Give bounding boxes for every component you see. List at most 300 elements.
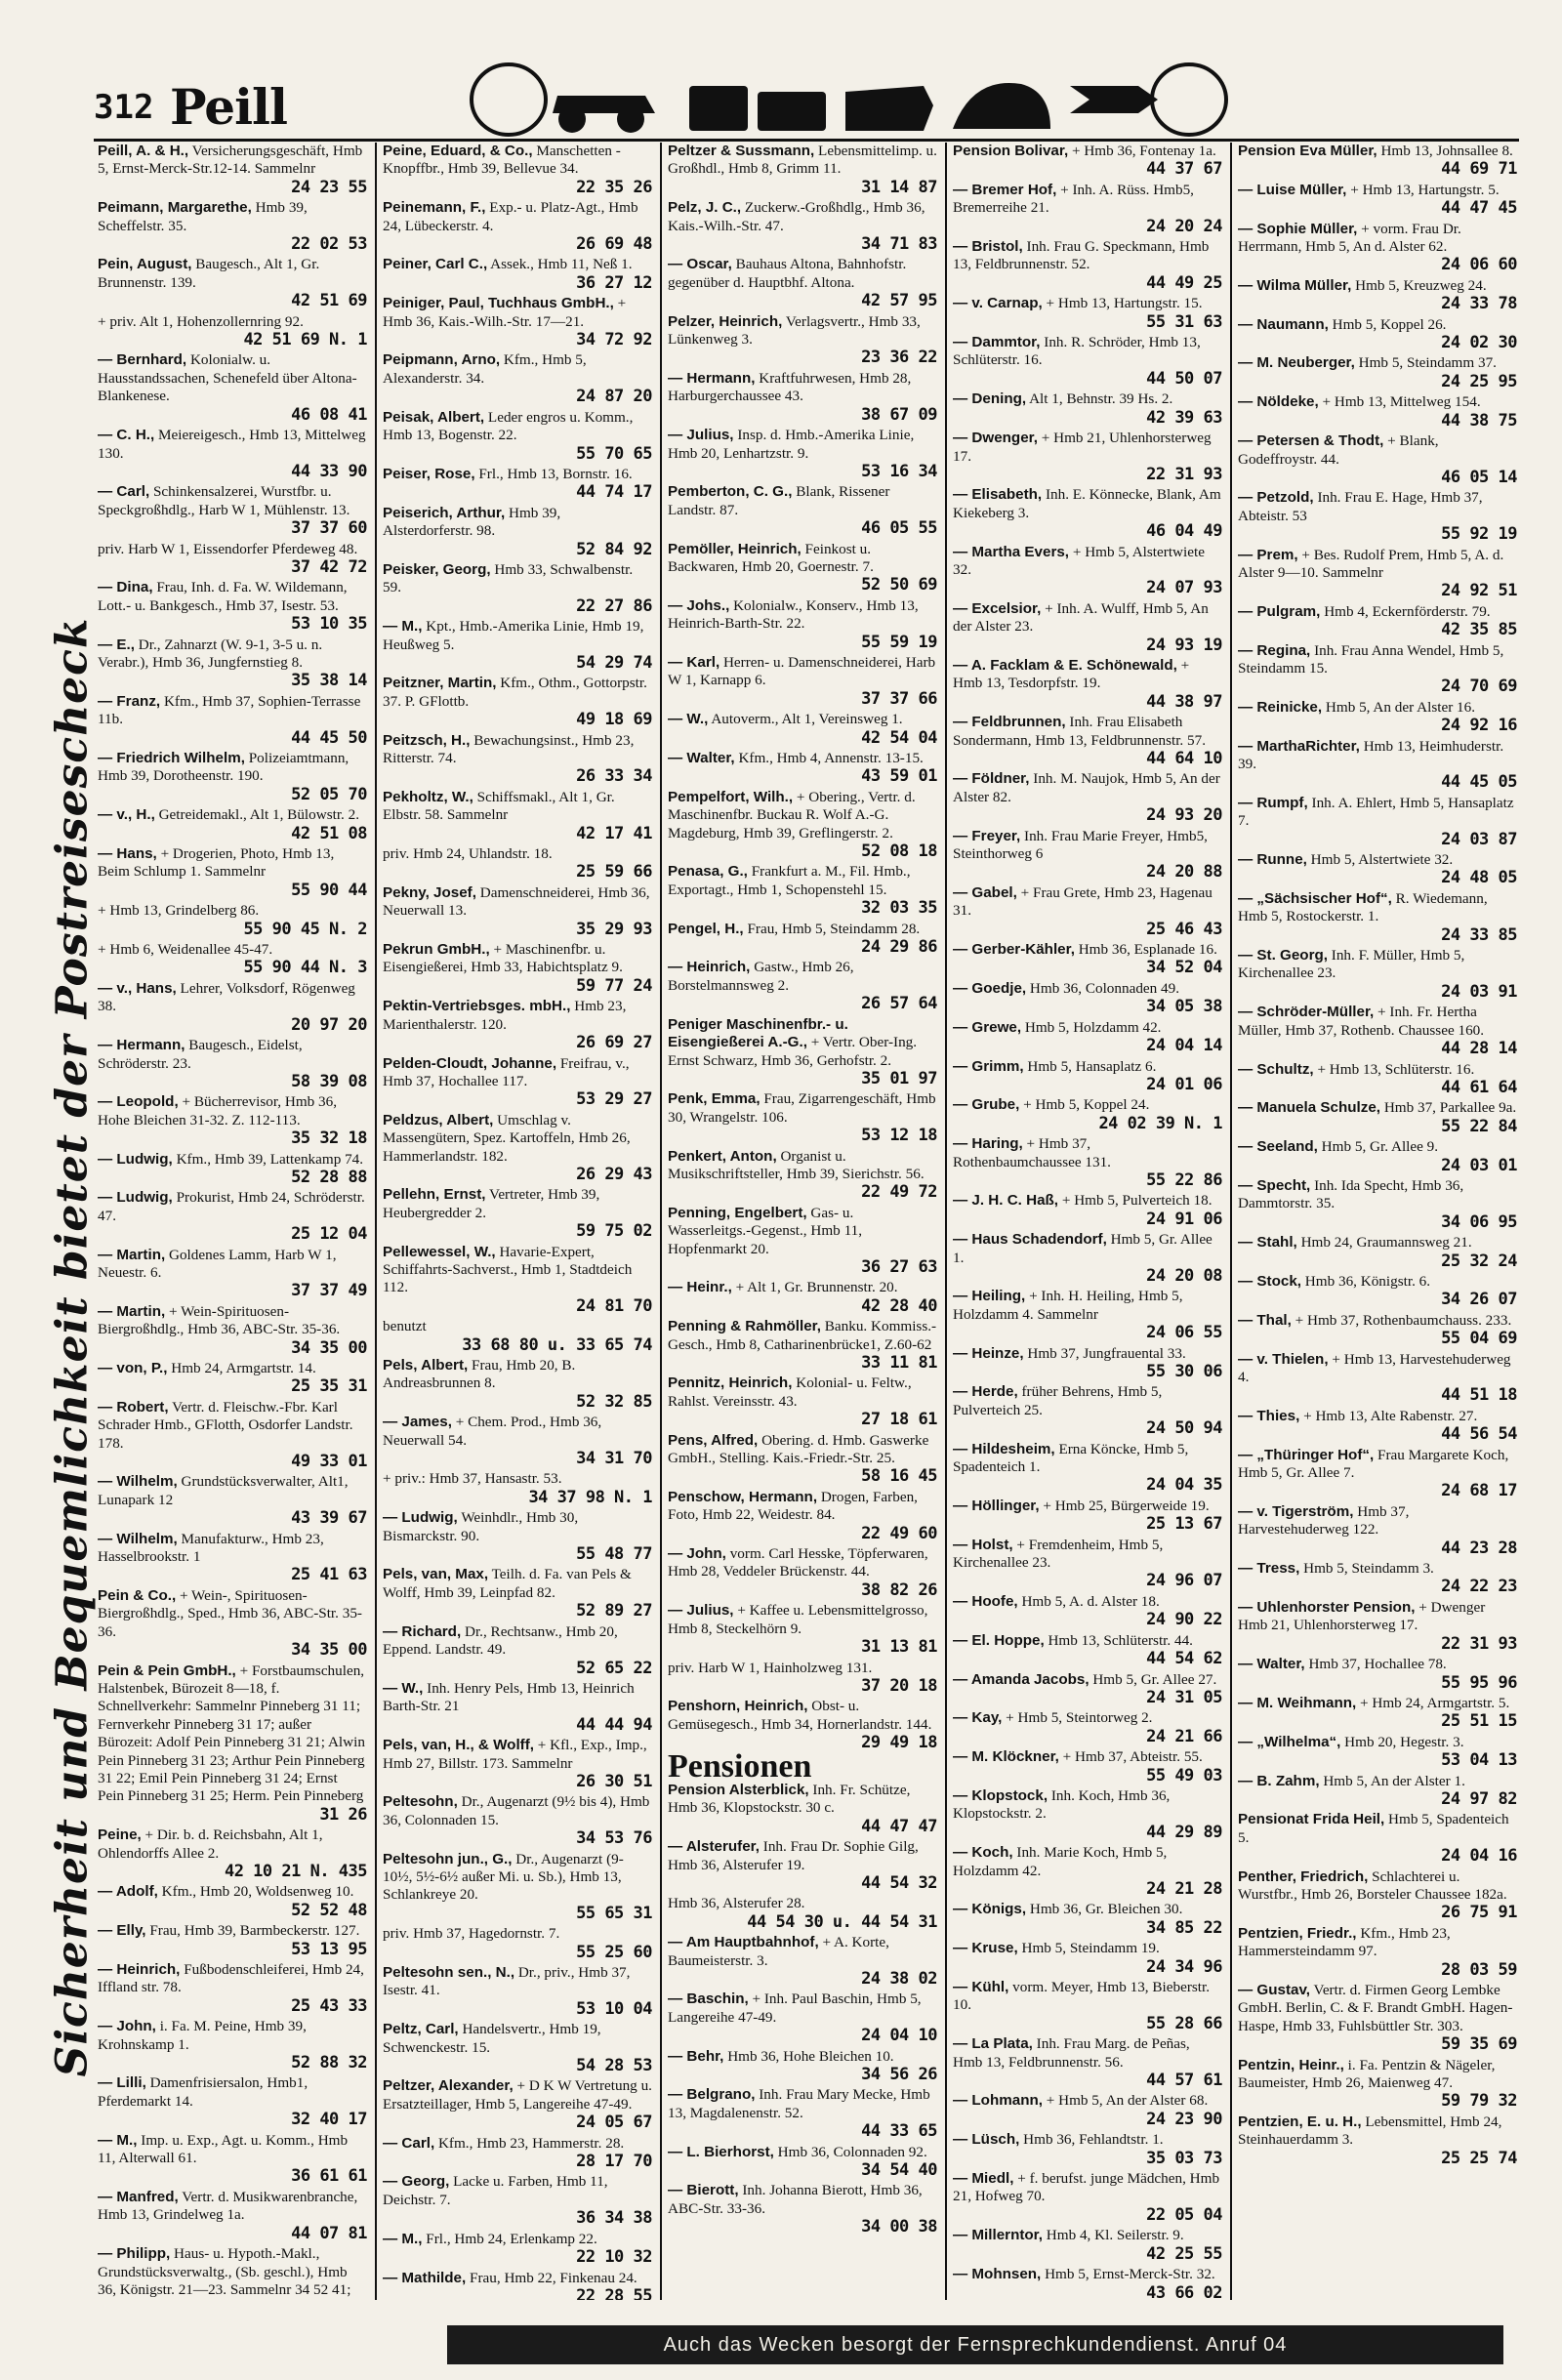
entry-name: Penkert, Anton,: [668, 1147, 777, 1165]
entry-phone-number: 38 82 26: [861, 1580, 937, 1600]
entry-details: + Obering., Vertr. d. Maschinenfbr. Buckau R. Wolf A.-G. Magdeburg, Hmb 39, Greflingerstr. 2.: [668, 788, 916, 841]
entry-details: Hmb 5, An der Alster 1.: [1323, 1772, 1465, 1789]
directory-entry: [668, 370, 937, 424]
entry-name: — MarthaRichter,: [1238, 737, 1360, 755]
directory-entry: [668, 1895, 937, 1931]
entry-phone-number: 44 50 07: [1146, 368, 1222, 389]
entry-details: Inh. Frau Elisabeth Sondermann, Hmb 13, Feldbrunnenstr. 57.: [953, 714, 1207, 749]
entry-phone-number: 24 93 19: [1146, 635, 1222, 655]
entry-phone-number: 38 67 09: [861, 404, 937, 425]
entry-phone-number: 52 84 92: [576, 539, 652, 559]
entry-details: priv. Hmb 37, Hagedornstr. 7.: [383, 1925, 560, 1943]
entry-name: Pempelfort, Wilh.,: [668, 788, 794, 805]
entry-name: — v., Hans,: [98, 979, 177, 997]
entry-name: — Miedl,: [953, 2170, 1014, 2188]
entry-phone-number: 24 97 82: [1441, 1788, 1517, 1809]
entry-details: Inh. Frau Anna Wendel, Hmb 5, Steindamm 15.: [1238, 641, 1504, 677]
directory-entry: [98, 351, 367, 424]
directory-entry: [383, 1055, 652, 1109]
entry-phone-number: 36 61 61: [291, 2166, 367, 2187]
entry-name: — Mohnsen,: [953, 2266, 1042, 2283]
directory-entry: [98, 313, 367, 349]
entry-name: Peltzer, Alexander,: [383, 2077, 514, 2095]
entry-phone-number: 24 91 06: [1146, 1209, 1222, 1229]
entry-name: Peiserich, Arthur,: [383, 504, 506, 521]
directory-entry: [1238, 1599, 1517, 1653]
entry-name: — Heiling,: [953, 1288, 1026, 1305]
entry-details: Damenfrisiersalon, Hmb1, Pferdemarkt 14.: [98, 2074, 308, 2110]
entry-name: Peinemann, F.,: [383, 199, 486, 217]
entry-details: Hmb 37, Parkallee 9a.: [1383, 1099, 1517, 1117]
entry-details: Herren- u. Damenschneiderei, Harb W 1, Karnapp 6.: [668, 653, 936, 689]
entry-phone-number: 44 45 50: [291, 727, 367, 748]
entry-details: Baugesch., Eidelst, Schröderstr. 23.: [98, 1037, 303, 1072]
entry-name: Pemöller, Heinrich,: [668, 540, 802, 557]
entry-details: + Hmb 13, Harvestehuderweg 4.: [1238, 1350, 1511, 1385]
directory-entry: [1238, 699, 1517, 735]
entry-name: — Heinze,: [953, 1344, 1024, 1362]
entry-name: Peisker, Georg,: [383, 560, 491, 578]
directory-entry: [98, 2245, 367, 2300]
directory-entry: [668, 863, 937, 917]
entry-name: — Petzold,: [1238, 489, 1314, 507]
directory-entry: [98, 1662, 367, 1825]
entry-details: Dr., Rechtsanw., Hmb 20, Eppend. Landstr. 49.: [383, 1622, 618, 1659]
entry-phone-number: 34 35 00: [291, 1337, 367, 1358]
entry-name: — Freyer,: [953, 827, 1021, 844]
entry-details: Hmb 4, Eckernförderstr. 79.: [1324, 602, 1491, 620]
entry-name: — Gustav,: [1238, 1982, 1310, 1998]
directory-entry: [383, 2021, 652, 2074]
directory-entry: [668, 959, 937, 1012]
directory-entry: [98, 845, 367, 899]
entry-details: Hmb 13, Schlüterstr. 44.: [1048, 1631, 1193, 1649]
directory-entry: [98, 483, 367, 537]
entry-phone-number: 24 02 39 N. 1: [1098, 1113, 1222, 1133]
directory-entry: [953, 295, 1222, 331]
entry-phone-number: 52 08 18: [861, 841, 937, 862]
entry-phone-number: 55 70 65: [576, 443, 652, 464]
directory-entry: [668, 2144, 937, 2180]
entry-details: Alt 1, Behnstr. 39 Hs. 2.: [1029, 390, 1173, 408]
entry-phone-number: 44 38 97: [1146, 691, 1222, 712]
directory-entry: [668, 313, 937, 367]
directory-entry: [98, 1189, 367, 1243]
directory-entry: [668, 654, 937, 708]
column-divider: [945, 143, 947, 2300]
directory-entry: [1238, 2113, 1517, 2167]
entry-details: + Hmb 13, Hartungstr. 15.: [1046, 295, 1203, 312]
entry-phone-number: 44 28 14: [1441, 1039, 1517, 1059]
entry-details: Hmb 36, Colonnaden 49.: [1029, 979, 1180, 997]
directory-entry: [383, 941, 652, 995]
directory-entry: [383, 1925, 652, 1961]
directory-entry: [383, 2270, 652, 2301]
directory-entry: [953, 1748, 1222, 1785]
entry-details: Lacke u. Farben, Hmb 11, Deichstr. 7.: [383, 2173, 608, 2208]
entry-phone-number: 24 48 05: [1441, 868, 1517, 888]
running-head: Peill: [170, 78, 288, 136]
entry-details: + Blank, Godeffroystr. 44.: [1238, 432, 1439, 468]
entry-name: — C. H.,: [98, 427, 155, 444]
directory-entry: [1238, 354, 1517, 390]
entry-details: Kfm., Hmb 23, Hammerstr. 28.: [437, 2134, 625, 2152]
column-3: [668, 143, 937, 2300]
entry-phone-number: 24 31 05: [1146, 1687, 1222, 1707]
entry-details: vorm. Carl Hesske, Töpferwaren, Hmb 28, Veddeler Brückenstr. 44.: [668, 1545, 928, 1580]
directory-entry: [953, 2092, 1222, 2128]
entry-name: — Stock,: [1238, 1272, 1301, 1290]
entry-details: priv. Harb W 1, Eissendorfer Pferdeweg 48.: [98, 540, 358, 557]
entry-phone-number: 44 54 62: [1146, 1649, 1222, 1669]
directory-entry: [1238, 1982, 1517, 2054]
column-1: [98, 143, 367, 2300]
entry-details: + Hmb 5, Koppel 24.: [1023, 1096, 1150, 1114]
header-rule: [94, 139, 1519, 142]
entry-details: Hmb 37, Hochallee 78.: [1308, 1656, 1447, 1673]
entry-name: — Martin,: [98, 1302, 166, 1320]
directory-entry: [383, 505, 652, 558]
entry-name: — Luise Müller,: [1238, 181, 1347, 198]
entry-details: Erna Köncke, Hmb 5, Spadenteich 1.: [953, 1440, 1189, 1476]
entry-phone-number: 24 03 91: [1441, 981, 1517, 1002]
directory-entry: [953, 182, 1222, 235]
entry-name: Penk, Emma,: [668, 1090, 760, 1108]
entry-phone-number: 34 85 22: [1146, 1917, 1222, 1938]
entry-name: Peitzner, Martin,: [383, 675, 497, 692]
entry-phone-number: 24 04 16: [1441, 1846, 1517, 1867]
directory-entry: [953, 390, 1222, 427]
entry-details: + Dir. b. d. Reichsbahn, Alt 1, Ohlendorffs Allee 2.: [98, 1826, 323, 1862]
entry-name: — Oscar,: [668, 256, 732, 273]
entry-details: Kolonialw., Konserv., Hmb 13, Heinrich-Barth-Str. 22.: [668, 596, 919, 633]
entry-phone-number: 42 39 63: [1146, 407, 1222, 428]
entry-details: Hmb 5, A. d. Alster 18.: [1021, 1592, 1160, 1610]
entry-phone-number: 24 68 17: [1441, 1481, 1517, 1501]
directory-entry: [98, 1037, 367, 1090]
entry-name: Pension Eva Müller,: [1238, 143, 1377, 159]
directory-entry: [953, 2170, 1222, 2224]
entry-details: Frankfurt a. M., Fil. Hmb., Exportagt., Hmb 1, Schopenstehl 15.: [668, 863, 911, 898]
entry-details: Hmb 36, Colonnaden 92.: [777, 2143, 927, 2160]
entry-name: Pels, van, Max,: [383, 1566, 489, 1583]
entry-phone-number: 24 20 24: [1146, 216, 1222, 236]
directory-entry: [1238, 1925, 1517, 1979]
entry-name: — Hildesheim,: [953, 1440, 1055, 1457]
entry-name: — Pulgram,: [1238, 602, 1321, 620]
column-2: [383, 143, 652, 2300]
entry-details: Hmb 5, Gr. Allee 27.: [1092, 1670, 1217, 1688]
directory-entry: [98, 1303, 367, 1357]
directory-entry: [668, 143, 937, 196]
entry-details: Hmb 5, Hansaplatz 6.: [1027, 1057, 1157, 1075]
directory-entry: [1238, 2057, 1517, 2111]
directory-entry: [953, 770, 1222, 824]
entry-phone-number: 25 51 15: [1441, 1711, 1517, 1732]
entry-details: + Forstbaumschulen, Halstenbek, Bürozeit 8—18, f. Schnellverkehr: Sammelnr Pinneberg 31 11; Fernverkehr Pinneberg 31 17; außer Bürozeit: Adolf Pein Pinneberg 31 21; Alwin Pein Pinneberg 31 23; Arthur Pein Pinneberg 31 22; Emil Pein Pinneberg 31 24; Ernst Pein Pinneberg 31 25; Herm. Pein Pinneberg: [98, 1662, 365, 1805]
entry-details: Inh. Frau Marg. de Peñas, Hmb 13, Feldbrunnenstr. 56.: [953, 2035, 1190, 2071]
entry-phone-number: 55 25 60: [576, 1942, 652, 1962]
directory-entry: [668, 1205, 937, 1277]
entry-details: + D K W Vertretung u. Ersatzteillager, Hmb 5, Langereihe 47-49.: [383, 2077, 652, 2113]
directory-entry: [383, 1112, 652, 1184]
directory-entry: [383, 1737, 652, 1790]
directory-entry: [668, 1838, 937, 1892]
directory-entry: [98, 1531, 367, 1584]
entry-name: — A. Facklam & E. Schönewald,: [953, 656, 1177, 674]
entry-phone-number: 53 16 34: [861, 461, 937, 481]
directory-entry: [1238, 1177, 1517, 1231]
entry-name: — L. Bierhorst,: [668, 2143, 774, 2160]
entry-phone-number: 52 52 48: [291, 1900, 367, 1920]
entry-details: + Hmb 13, Alte Rabenstr. 27.: [1303, 1407, 1478, 1424]
entry-details: Teilh. d. Fa. van Pels & Wolff, Hmb 39, Leinpfad 82.: [383, 1566, 632, 1601]
entry-name: — Ludwig,: [98, 1189, 173, 1207]
entry-details: Hmb 5, Ernst-Merck-Str. 32.: [1045, 2266, 1215, 2283]
directory-entry: [1238, 1811, 1517, 1865]
directory-entry: [383, 1623, 652, 1677]
directory-entry: [383, 2135, 652, 2171]
entry-details: Haus- u. Hypoth.-Makl., Grundstücksverwaltg., (Sb. geschl.), Hmb 36, Königstr. 21—23. Sammelnr 34 52 41;: [98, 2245, 351, 2298]
entry-details: Frau, Hmb 39, Barmbeckerstr. 127.: [149, 1922, 360, 1940]
entry-name: — Gabel,: [953, 883, 1017, 901]
directory-entry: [953, 544, 1222, 597]
directory-entry: [1238, 1773, 1517, 1809]
entry-phone-number: 44 37 67: [1146, 159, 1222, 180]
entry-details: Organist u. Musikschriftsteller, Hmb 39, Sierichstr. 56.: [668, 1147, 925, 1182]
entry-name: — James,: [383, 1414, 452, 1431]
entry-name: — Lohmann,: [953, 2092, 1043, 2110]
entry-phone-number: 44 61 64: [1441, 1077, 1517, 1097]
entry-phone-number: 44 64 10: [1146, 749, 1222, 768]
entry-phone-number: 52 65 22: [576, 1658, 652, 1678]
entry-name: — Robert,: [98, 1398, 169, 1416]
entry-phone-number: 26 29 43: [576, 1164, 652, 1184]
entry-phone-number: 34 71 83: [861, 234, 937, 255]
directory-entry: [383, 1509, 652, 1563]
entry-details: Inh. Koch, Hmb 36, Klopstockstr. 2.: [953, 1786, 1171, 1823]
entry-phone-number: 31 26: [319, 1804, 367, 1825]
entry-name: Peitzsch, H.,: [383, 731, 471, 749]
entry-details: Schinkensalzerei, Wurstfbr. u. Speckgroßhdlg., Harb W 1, Mühlenstr. 13.: [98, 483, 350, 518]
entry-phone-number: 36 27 63: [861, 1256, 937, 1277]
entry-details: Meiereigesch., Hmb 13, Mittelweg 130.: [98, 427, 366, 462]
entry-name: — Naumann,: [1238, 315, 1329, 333]
directory-entry: [953, 600, 1222, 654]
entry-name: — W.,: [668, 711, 709, 728]
directory-entry: [953, 980, 1222, 1016]
entry-details: Hmb 13, Heimhuderstr. 39.: [1238, 737, 1504, 772]
entry-phone-number: 22 49 60: [861, 1523, 937, 1543]
entry-phone-number: 44 56 54: [1441, 1424, 1517, 1445]
entry-name: — Kühl,: [953, 1979, 1009, 1995]
directory-entry: [383, 1793, 652, 1847]
entry-phone-number: 35 01 97: [861, 1068, 937, 1088]
entry-phone-number: 42 25 55: [1146, 2243, 1222, 2264]
entry-details: Inh. Henry Pels, Hmb 13, Heinrich Barth-Str. 21: [383, 1679, 635, 1715]
entry-name: — v. Carnap,: [953, 295, 1043, 312]
directory-entry: [1238, 795, 1517, 848]
entry-details: Frau, Hmb 5, Steindamm 28.: [747, 920, 921, 937]
entry-details: Dr., priv., Hmb 37, Isestr. 41.: [383, 1964, 631, 1999]
entry-details: Fußbodenschleiferei, Hmb 24, Iffland str. 78.: [98, 1961, 364, 1996]
entry-details: priv. Harb W 1, Hainholzweg 131.: [668, 1659, 873, 1676]
directory-entry: [953, 1537, 1222, 1590]
entry-phone-number: 20 97 20: [291, 1014, 367, 1035]
directory-entry: [668, 483, 937, 537]
entry-details: Inh. Johanna Bierott, Hmb 36, ABC-Str. 33-36.: [668, 2182, 923, 2217]
entry-details: + Dwenger Hmb 21, Uhlenhorsterweg 17.: [1238, 1598, 1486, 1634]
entry-phone-number: 49 33 01: [291, 1452, 367, 1472]
entry-name: — Bristol,: [953, 238, 1023, 256]
entry-details: Hmb 37, Jungfrauental 33.: [1027, 1344, 1186, 1362]
entry-phone-number: 53 10 04: [576, 1998, 652, 2019]
directory-entry: [668, 1375, 937, 1428]
entry-details: Drogen, Farben, Foto, Hmb 22, Weidestr. 84.: [668, 1488, 918, 1524]
entry-details: Hmb 5, An der Alster 16.: [1325, 698, 1476, 716]
directory-entry: [1238, 316, 1517, 352]
entry-details: Frl., Hmb 13, Bornstr. 16.: [478, 465, 633, 482]
entry-details: Inh. Frau Mary Mecke, Hmb 13, Magdalenenstr. 52.: [668, 2086, 930, 2121]
entry-details: i. Fa. Pentzin & Nägeler, Baumeister, Hmb 26, Maienweg 47.: [1238, 2056, 1496, 2092]
directory-entry: [1238, 1408, 1517, 1444]
entry-details: + Hmb 13, Tesdorpfstr. 19.: [953, 656, 1190, 692]
entry-details: Umschlag v. Massengütern, Spez. Kartoffeln, Hmb 26, Hammerlandstr. 182.: [383, 1111, 631, 1165]
entry-details: + Hmb 5, Alstertwiete 32.: [953, 543, 1205, 578]
entry-phone-number: 55 22 86: [1146, 1169, 1222, 1190]
entry-phone-number: 23 36 22: [861, 348, 937, 368]
directory-entry: [953, 143, 1222, 179]
entry-phone-number: 55 59 19: [861, 632, 937, 652]
directory-entry: [953, 714, 1222, 767]
entry-details: Hmb 23, Marienthalerstr. 120.: [383, 998, 627, 1033]
entry-phone-number: 37 37 49: [291, 1281, 367, 1301]
entry-details: Manufakturw., Hmb 23, Hasselbrookstr. 1: [98, 1530, 324, 1566]
directory-entry: [98, 427, 367, 480]
entry-details: Hmb 4, Kl. Seilerstr. 9.: [1046, 2227, 1184, 2244]
entry-phone-number: 44 44 94: [576, 1714, 652, 1735]
entry-details: Inh. Frau Dr. Sophie Gilg, Hmb 36, Alsterufer 19.: [668, 1838, 919, 1873]
entry-name: Pentzien, E. u. H.,: [1238, 2113, 1362, 2130]
directory-entry: [383, 1414, 652, 1467]
entry-name: — Bernhard,: [98, 351, 187, 369]
directory-entry: [668, 1545, 937, 1599]
entry-name: — W.,: [383, 1679, 424, 1697]
directory-entry: [668, 1782, 937, 1835]
entry-details: Hmb 24, Armgartstr. 14.: [171, 1360, 316, 1376]
directory-entry: [98, 199, 367, 253]
entry-phone-number: 34 05 38: [1146, 997, 1222, 1017]
directory-entry: [383, 199, 652, 253]
entry-phone-number: 26 30 51: [576, 1771, 652, 1791]
column-divider: [660, 143, 662, 2300]
entry-phone-number: 22 10 32: [576, 2247, 652, 2268]
entry-phone-number: 24 22 23: [1441, 1577, 1517, 1597]
entry-details: vorm. Meyer, Hmb 13, Bieberstr. 10.: [953, 1979, 1211, 2014]
entry-name: — M.,: [98, 2131, 138, 2149]
entry-phone-number: 24 81 70: [576, 1295, 652, 1316]
entry-details: Hmb 5, Gr. Allee 1.: [953, 1231, 1213, 1266]
entry-name: — Friedrich Wilhelm,: [98, 750, 245, 766]
entry-details: Blank, Rissener Landstr. 87.: [668, 483, 890, 518]
entry-phone-number: 34 31 70: [576, 1449, 652, 1469]
entry-phone-number: 22 35 26: [576, 177, 652, 197]
entry-details: + priv.: Hmb 37, Hansastr. 53.: [383, 1470, 562, 1488]
entry-details: Kfm., Hmb 39, Lattenkamp 74.: [176, 1150, 364, 1168]
entry-name: Pentzien, Friedr.,: [1238, 1924, 1357, 1942]
entry-name: — Mathilde,: [383, 2269, 467, 2286]
entry-details: Lebensmittel, Hmb 24, Steinhauerdamm 3.: [1238, 2113, 1502, 2149]
directory-entry: [383, 1357, 652, 1411]
directory-entry: [953, 1979, 1222, 2032]
directory-entry: [383, 884, 652, 938]
entry-name: Penther, Friedrich,: [1238, 1867, 1369, 1885]
entry-phone-number: 24 21 28: [1146, 1878, 1222, 1899]
directory-entry: [668, 427, 937, 480]
entry-name: — Dammtor,: [953, 334, 1041, 351]
entry-name: Peldzus, Albert,: [383, 1111, 494, 1128]
entry-phone-number: 55 90 45 N. 2: [243, 919, 367, 939]
entry-details: + Hmb 36, Fontenay 1a.: [1071, 143, 1216, 159]
entry-name: — Behr,: [668, 2047, 724, 2065]
entry-phone-number: 24 07 93: [1146, 578, 1222, 598]
entry-phone-number: 43 59 01: [861, 766, 937, 787]
directory-entry: [98, 1247, 367, 1300]
entry-phone-number: 37 42 72: [291, 556, 367, 577]
column-4: [953, 143, 1222, 2300]
entry-details: Gas- u. Wasserleitgs.-Gegenst., Hmb 11, Hopfenmarkt 20.: [668, 1204, 862, 1257]
page-header: [94, 57, 1519, 144]
directory-entry: [1238, 1351, 1517, 1405]
directory-entry: [1238, 1138, 1517, 1174]
entry-details: Freifrau, v., Hmb 37, Hochallee 117.: [383, 1054, 630, 1089]
entry-name: Pekny, Josef,: [383, 883, 476, 901]
directory-entry: [98, 1883, 367, 1919]
entry-phone-number: 53 13 95: [291, 1939, 367, 1959]
entry-details: Hmb 5, Steindamm 37.: [1358, 354, 1497, 372]
directory-entry: [668, 1660, 937, 1696]
directory-entry: [953, 486, 1222, 540]
entry-name: — M. Weihmann,: [1238, 1694, 1357, 1711]
entry-details: Hmb 37, Harvestehuderweg 122.: [1238, 1502, 1410, 1539]
entry-phone-number: 24 01 06: [1146, 1074, 1222, 1094]
entry-details: Kfm., Hmb 37, Sophien-Terrasse 11b.: [98, 692, 361, 728]
entry-details: Frau, Inh. d. Fa. W. Wildemann, Lott.- u. Bankgesch., Hmb 37, Isestr. 53.: [98, 579, 348, 614]
entry-name: Pensionat Frida Heil,: [1238, 1811, 1385, 1828]
entry-phone-number: 26 57 64: [861, 994, 937, 1014]
directory-entry: [98, 2132, 367, 2186]
entry-phone-number: 36 27 12: [576, 272, 652, 293]
entry-details: Frau, Hmb 20, B. Andreasbrunnen 8.: [383, 1357, 576, 1392]
entry-name: — M.,: [383, 2230, 423, 2247]
entry-phone-number: 25 12 04: [291, 1224, 367, 1245]
directory-entry: [1238, 1868, 1517, 1922]
entry-details: Damenschneiderei, Hmb 36, Neuerwall 13.: [383, 883, 650, 920]
entry-details: + Hmb 25, Bürgerweide 19.: [1043, 1497, 1210, 1514]
entry-name: — Manuela Schulze,: [1238, 1099, 1381, 1117]
entry-phone-number: 29 49 18: [861, 1733, 937, 1753]
entry-details: Hmb 5, Koppel 26.: [1332, 315, 1447, 333]
entry-phone-number: 52 32 85: [576, 1391, 652, 1412]
entry-name: — Martin,: [98, 1246, 166, 1263]
entry-name: — Carl,: [383, 2134, 435, 2152]
directory-entry: [953, 1709, 1222, 1745]
column-divider: [375, 143, 377, 2300]
entry-details: Lebensmittelimp. u. Großhdl., Hmb 8, Grimm 11.: [668, 143, 937, 178]
entry-phone-number: 24 87 20: [576, 387, 652, 407]
entry-name: — Kay,: [953, 1709, 1003, 1727]
entry-name: — Bierott,: [668, 2182, 739, 2199]
